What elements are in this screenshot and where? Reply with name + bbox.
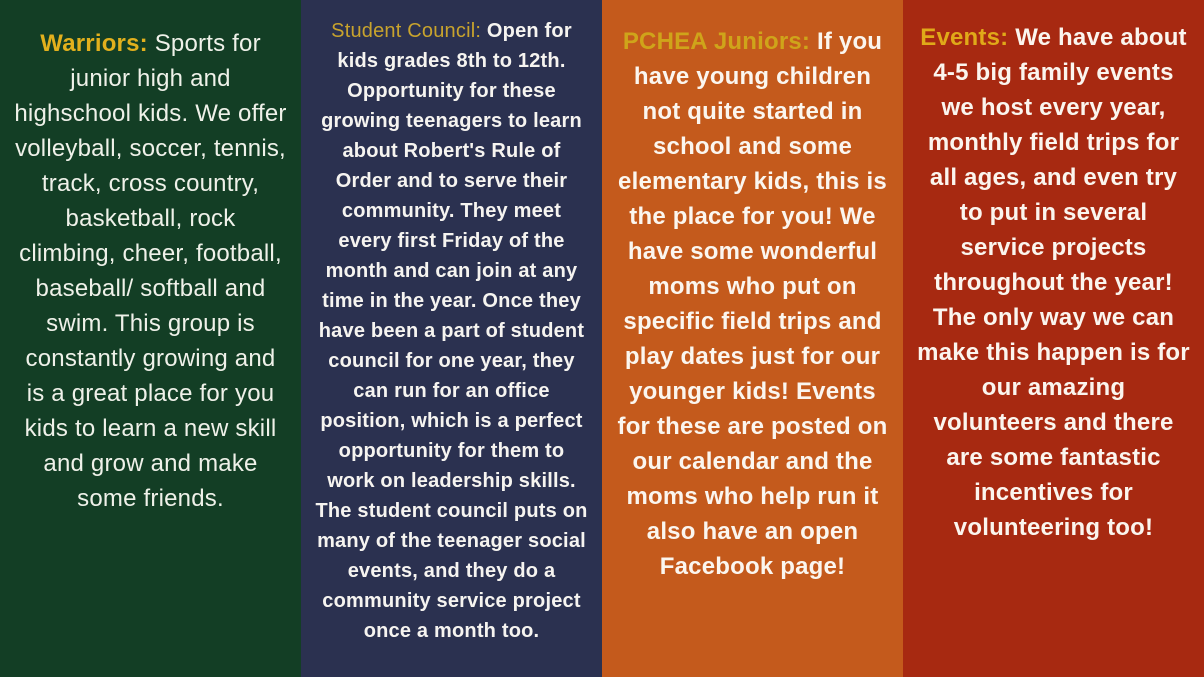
panel-events-text <box>917 20 1190 545</box>
panel-student-council <box>301 0 602 677</box>
panel-warriors <box>0 0 301 677</box>
panel-student-council-text <box>315 16 588 646</box>
panel-pchea-juniors-heading: PCHEA Juniors: <box>622 28 811 55</box>
panel-warriors-heading: Warriors: <box>40 30 148 57</box>
panel-warriors-body: Sports for junior high and highschool kids. We offer volleyball, soccer, tennis, track, cross country, basketball, rock climbing, cheer, football, baseball/ softball and swim. This group is constantly growing and is a great place for you kids to learn a new skill and grow and make some friends. <box>14 30 287 512</box>
panel-student-council-body: Open for kids grades 8th to 12th. Opportunity for these growing teenagers to learn about Robert's Rule of Order and to serve their community. They meet every first Friday of the month and can join at any time in the year. Once they have been a part of student council for one year, they can run for an office position, which is a perfect opportunity for them to work on leadership skills. The student council puts on many of the teenager social events, and they do a community service project once a month too. <box>315 20 588 642</box>
panel-pchea-juniors-body: If you have young children not quite started in school and some elementary kids, this is the place for you! We have some wonderful moms who put on specific field trips and play dates just for our younger kids! Events for these are posted on our calendar and the moms who help run it also have an open Facebook page! <box>617 28 888 580</box>
panel-events-body: We have about 4-5 big family events we host every year, monthly field trips for all ages, and even try to put in several service projects throughout the year! The only way we can make this happen is for our amazing volunteers and there are some fantastic incentives for volunteering too! <box>917 24 1190 541</box>
panel-events <box>903 0 1204 677</box>
panel-warriors-text <box>14 26 287 516</box>
panel-pchea-juniors <box>602 0 903 677</box>
panel-student-council-heading: Student Council: <box>331 20 482 42</box>
panel-events-heading: Events: <box>920 24 1009 51</box>
panel-pchea-juniors-text <box>616 24 889 584</box>
